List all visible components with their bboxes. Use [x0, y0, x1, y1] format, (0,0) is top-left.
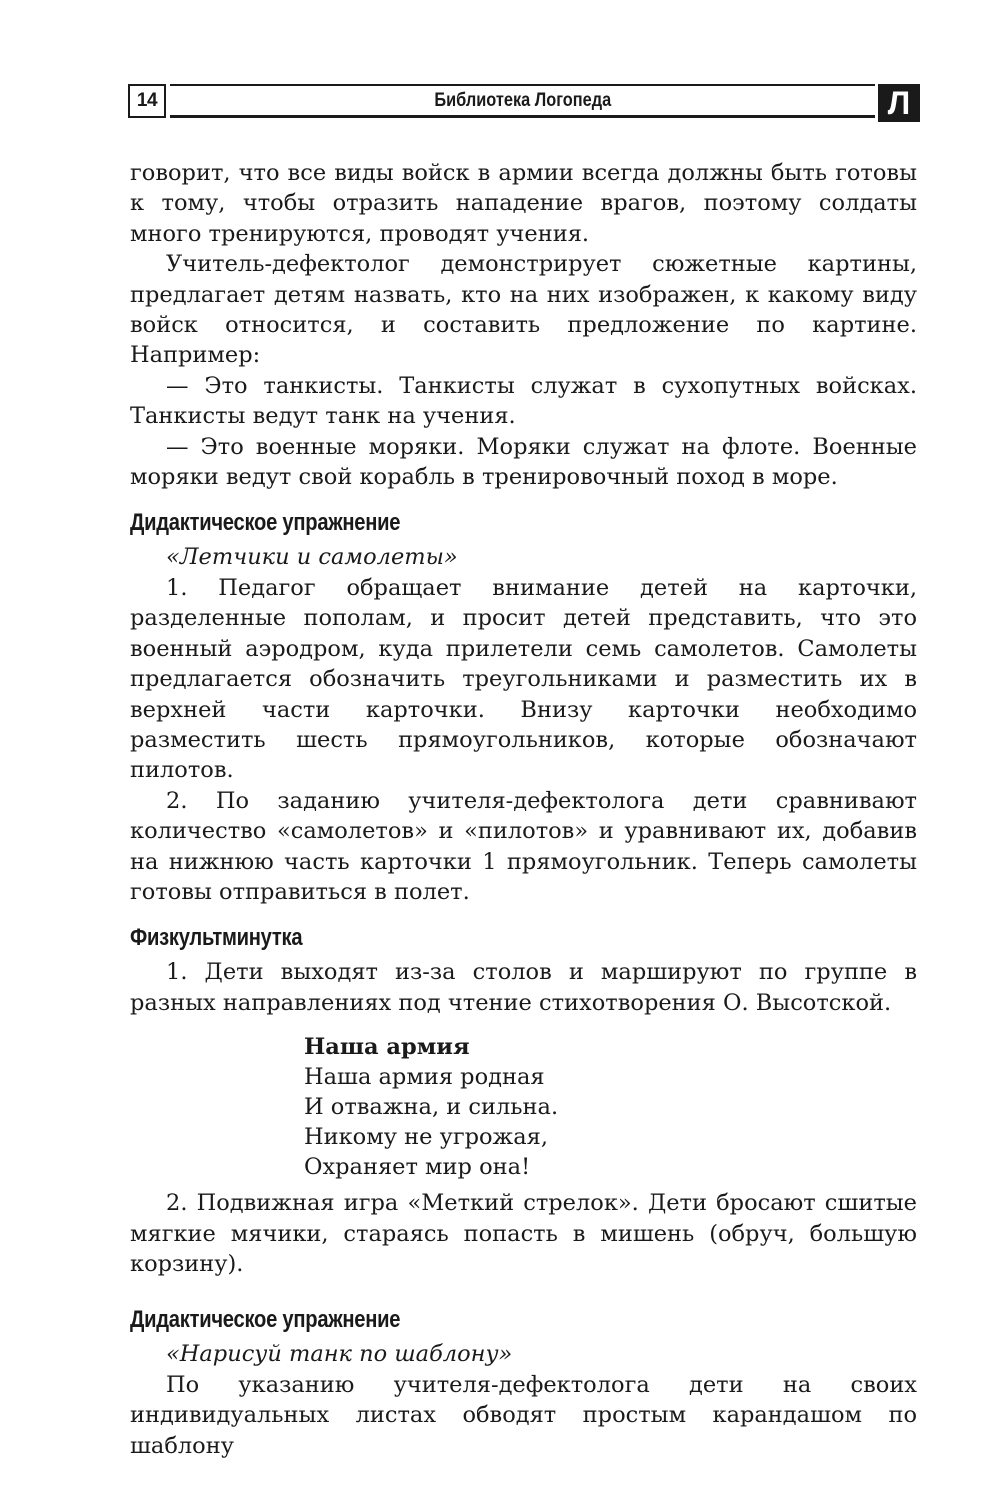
section-heading: Дидактическое упражнение [130, 509, 401, 537]
paragraph-continuation: говорит, что все виды войск в армии всегда должны быть готовы к тому, чтобы отразить нападение врагов, поэтому солдаты много тренируются, проводят учения. [130, 160, 917, 247]
poem-line: Никому не угрожая, [304, 1124, 549, 1151]
series-logo: Л [878, 84, 920, 122]
paragraph: 2. По заданию учителя-дефектолога дети сравнивают количество «самолетов» и «пилотов» и уравнивают их, добавив на нижнюю часть карточки 1 прямоугольник. Теперь самолеты готовы отправиться в полет. [130, 787, 917, 905]
paragraph: По указанию учителя-дефектолога дети на своих индивидуальных листах обводят простым карандашом по шаблону [130, 1371, 917, 1459]
poem-line: Охраняет мир она! [304, 1154, 531, 1181]
exercise-title: «Летчики и самолеты» [166, 544, 458, 571]
running-header [128, 84, 920, 120]
paragraph: 1. Педагог обращает внимание детей на карточки, разделенные пополам, и просит детей представить, что это военный аэродром, куда прилетели семь самолетов. Самолеты предлагается обозначить треугольниками и разместить их в верхней части карточки. Внизу карточки необходимо разместить шесть прямоугольников, которые обозначают пилотов. [130, 574, 917, 784]
poem-line: И отважна, и сильна. [304, 1094, 559, 1121]
poem-line: Наша армия родная [304, 1064, 545, 1091]
section-heading: Физкультминутка [130, 924, 303, 952]
exercise-title: «Нарисуй танк по шаблону» [166, 1341, 513, 1368]
paragraph: 1. Дети выходят из-за столов и маршируют по группе в разных направлениях под чтение стихотворения О. Высотской. [130, 959, 917, 1016]
section-heading: Дидактическое упражнение [130, 1306, 401, 1334]
page-body [130, 158, 917, 1461]
series-title: Библиотека Логопеда [434, 89, 611, 111]
dialogue-line: — Это танкисты. Танкисты служат в сухопутных войсках. Танкисты ведут танк на учения. [130, 372, 917, 430]
paragraph: Учитель-дефектолог демонстрирует сюжетные картины, предлагает детям назвать, кто на них изображен, к какому виду войск относится, и составить предложение по картине. Например: [130, 251, 917, 369]
header-title-band [170, 84, 875, 118]
page-number: 14 [128, 84, 166, 118]
dialogue-line: — Это военные моряки. Моряки служат на флоте. Военные моряки ведут свой корабль в тренировочный поход в море. [130, 433, 917, 491]
poem-title: Наша армия [304, 1034, 470, 1061]
poem [304, 1032, 917, 1182]
paragraph: 2. Подвижная игра «Меткий стрелок». Дети бросают сшитые мягкие мячики, стараясь попасть в мишень (обруч, большую корзину). [130, 1190, 917, 1277]
